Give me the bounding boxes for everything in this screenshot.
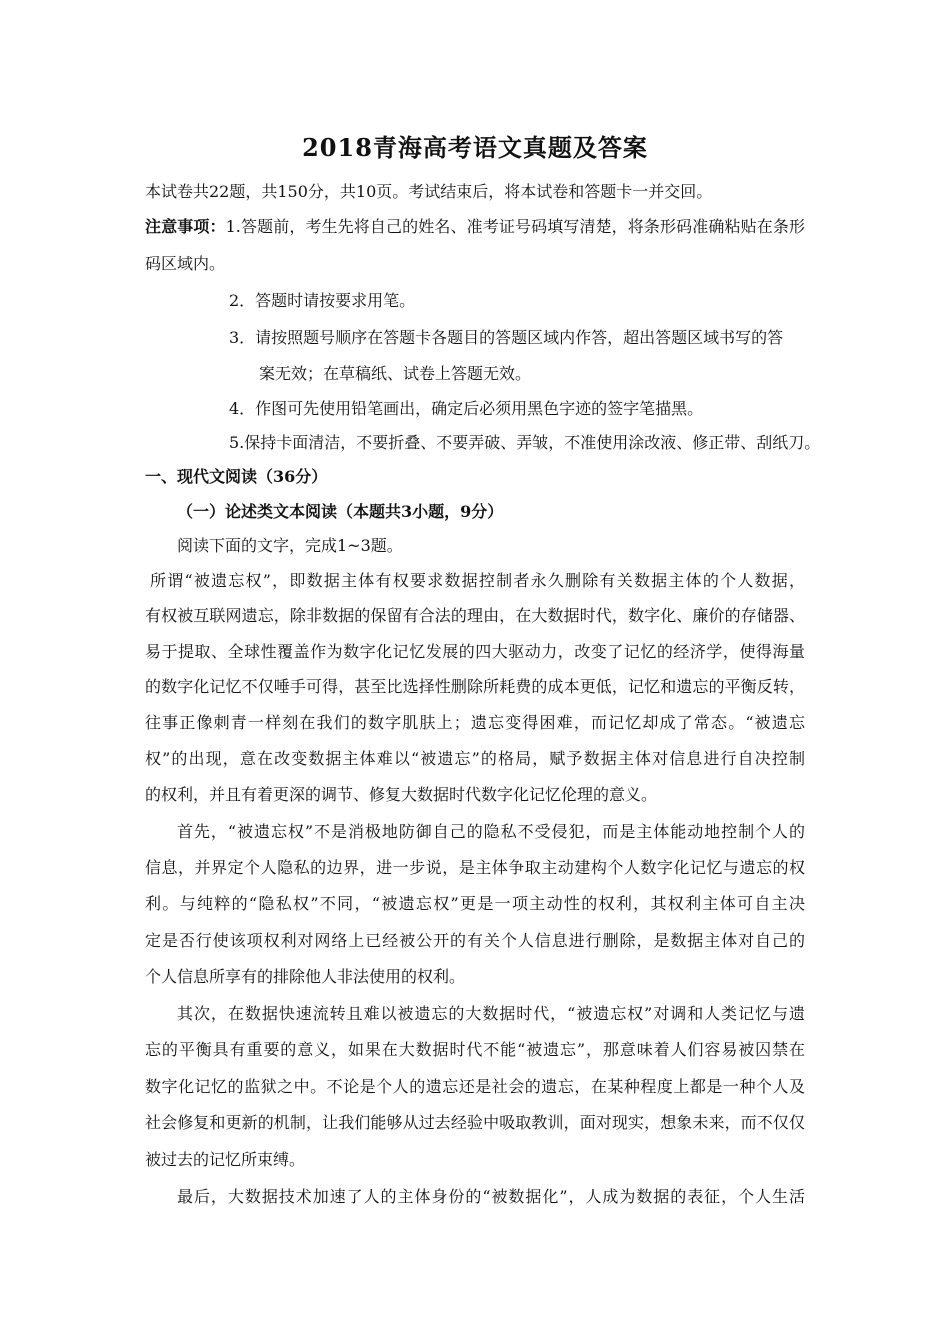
notice-item-4: 4．作图可先使用铅笔画出，确定后必须用黑色字迹的签字笔描黑。 bbox=[229, 399, 704, 418]
passage-line: 定是否行使该项权利对网络上已经被公开的有关个人信息进行删除，是数据主体对自己的 bbox=[145, 931, 805, 950]
passage-line: 社会修复和更新的机制，让我们能够从过去经验中吸取教训，面对现实，想象未来，而不仅仅 bbox=[145, 1113, 805, 1132]
passage-line: 有权被互联网遗忘，除非数据的保留有合法的理由，在大数据时代，数字化、廉价的存储器、 bbox=[145, 606, 805, 625]
notice-item-1-cont: 码区域内。 bbox=[145, 254, 226, 273]
section-heading: 一、现代文阅读（36分） bbox=[145, 467, 328, 486]
passage-line: 往事正像刺青一样刻在我们的数字肌肤上；遗忘变得困难，而记忆却成了常态。“被遗忘 bbox=[145, 713, 805, 732]
passage-line: 的权利，并且有着更深的调节、修复大数据时代数字化记忆伦理的意义。 bbox=[145, 785, 658, 804]
notice-item-1 bbox=[145, 216, 805, 238]
passage-line: 其次，在数据快速流转且难以被遗忘的大数据时代，“被遗忘权”对调和人类记忆与遗 bbox=[177, 1004, 805, 1023]
passage-line: 易于提取、全球性覆盖作为数字化记忆发展的四大驱动力，改变了记忆的经济学，使得海量 bbox=[145, 642, 805, 661]
passage-line: 权”的出现，意在改变数据主体难以“被遗忘”的格局，赋予数据主体对信息进行自决控制 bbox=[145, 749, 805, 768]
notice-label: 注意事项： bbox=[145, 217, 226, 236]
exam-intro: 本试卷共22题，共150分，共10页。考试结束后，将本试卷和答题卡一并交回。 bbox=[145, 182, 713, 201]
passage-line: 忘的平衡具有重要的意义，如果在大数据时代不能“被遗忘”，那意味着人们容易被囚禁在 bbox=[145, 1040, 805, 1059]
passage-line: 利。与纯粹的“隐私权”不同，“被遗忘权”更是一项主动性的权利，其权利主体可自主决 bbox=[145, 894, 805, 913]
passage-line: 首先，“被遗忘权”不是消极地防御自己的隐私不受侵犯，而是主体能动地控制个人的 bbox=[177, 822, 805, 841]
notice-item-3-cont: 案无效；在草稿纸、试卷上答题无效。 bbox=[259, 364, 532, 383]
passage-line: 所谓“被遗忘权”，即数据主体有权要求数据控制者永久删除有关数据主体的个人数据， bbox=[150, 571, 805, 590]
subsection-heading: （一）论述类文本阅读（本题共3小题，9分） bbox=[177, 502, 504, 521]
page-title: 2018青海高考语文真题及答案 bbox=[302, 133, 648, 162]
passage-line: 被过去的记忆所束缚。 bbox=[145, 1150, 306, 1169]
passage-line: 最后，大数据技术加速了人的主体身份的“被数据化”，人成为数据的表征，个人生活 bbox=[177, 1187, 805, 1206]
notice-item-1-text: 1.答题前，考生先将自己的姓名、准考证号码填写清楚，将条形码准确粘贴在条形 bbox=[225, 217, 805, 236]
reading-instruction: 阅读下面的文字，完成1~3题。 bbox=[177, 536, 403, 555]
passage-line: 数字化记忆的监狱之中。不论是个人的遗忘还是社会的遗忘，在某种程度上都是一种个人及 bbox=[145, 1077, 805, 1096]
passage-line: 信息，并界定个人隐私的边界，进一步说，是主体争取主动建构个人数字化记忆与遗忘的权 bbox=[145, 858, 805, 877]
passage-line: 个人信息所享有的排除他人非法使用的权利。 bbox=[145, 967, 466, 986]
notice-item-2: 2．答题时请按要求用笔。 bbox=[229, 291, 416, 310]
passage-line: 的数字化记忆不仅唾手可得，甚至比选择性删除所耗费的成本更低，记忆和遗忘的平衡反转， bbox=[145, 677, 805, 696]
notice-item-3: 3．请按照题号顺序在答题卡各题目的答题区域内作答，超出答题区域书写的答 bbox=[229, 328, 784, 347]
notice-item-5: 5.保持卡面清洁，不要折叠、不要弄破、弄皱，不准使用涂改液、修正带、刮纸刀。 bbox=[229, 433, 821, 452]
